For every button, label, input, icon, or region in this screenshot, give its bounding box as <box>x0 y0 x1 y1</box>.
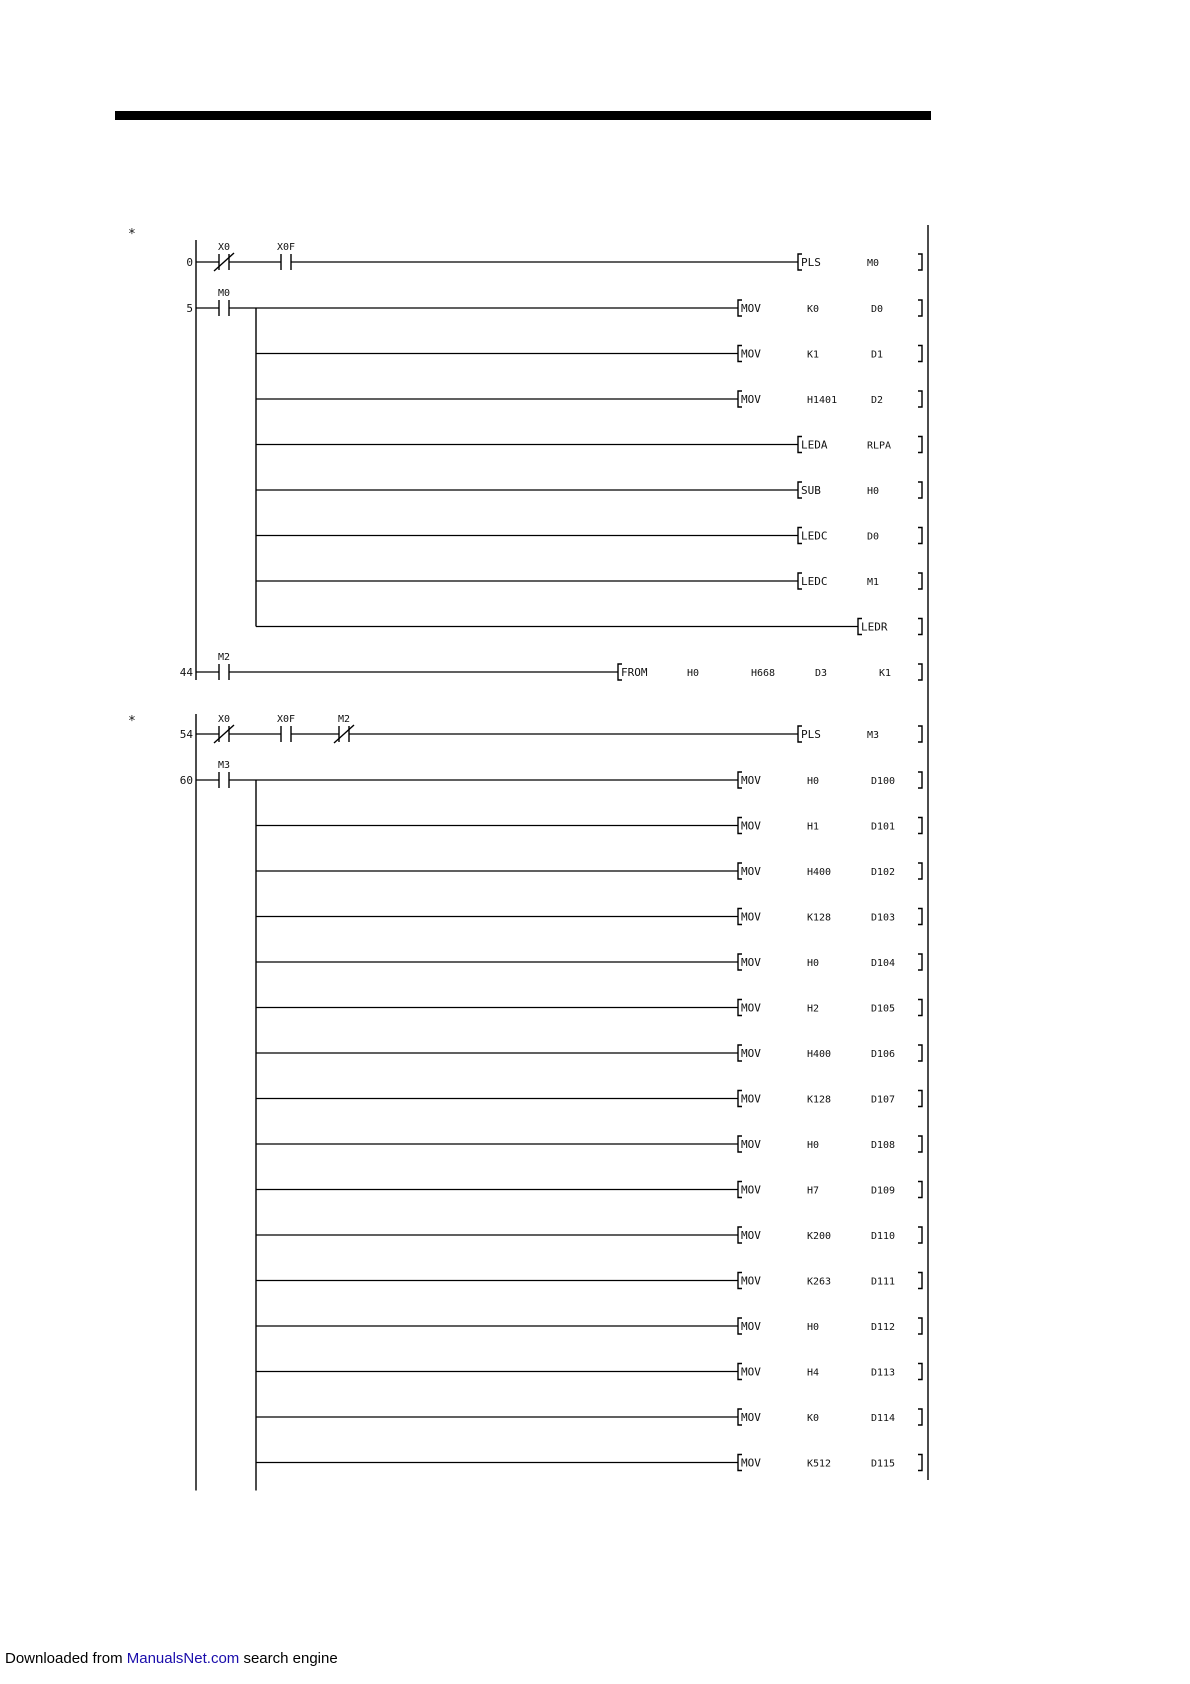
instruction-operand: D2 <box>871 395 884 406</box>
step-number: 44 <box>179 666 193 679</box>
step-number: 5 <box>186 302 193 315</box>
instruction-operand: H7 <box>807 1185 820 1197</box>
instruction-close-bracket <box>918 863 922 879</box>
step-number: 0 <box>186 256 193 269</box>
instruction-operand: D103 <box>871 912 896 924</box>
instruction-operand: K512 <box>807 1458 832 1470</box>
instruction-operand: D0 <box>871 304 884 315</box>
instruction-operand: K1 <box>879 668 892 679</box>
instruction-close-bracket <box>918 1409 922 1425</box>
instruction-close-bracket <box>918 1000 922 1016</box>
instruction-mnemonic: LEDR <box>861 620 888 634</box>
instruction-operand: H0 <box>807 958 820 969</box>
footer-suffix: search engine <box>239 1650 338 1667</box>
instruction-operand: H1 <box>807 821 820 833</box>
instruction-close-bracket <box>918 573 922 589</box>
header-rule <box>115 111 931 120</box>
instruction-operand: H668 <box>751 668 776 679</box>
contact-label: M0 <box>217 288 231 299</box>
instruction-mnemonic: MOV <box>741 774 761 787</box>
instruction-operand: D0 <box>867 531 880 543</box>
instruction-close-bracket <box>918 772 922 788</box>
instruction-operand: K0 <box>807 304 820 315</box>
instruction-operand: K263 <box>807 1276 832 1288</box>
instruction-mnemonic: MOV <box>741 910 761 924</box>
instruction-operand: D112 <box>871 1322 896 1333</box>
instruction-close-bracket <box>918 1318 922 1334</box>
instruction-close-bracket <box>918 254 922 270</box>
instruction-operand: H0 <box>807 776 820 787</box>
instruction-close-bracket <box>918 1091 922 1107</box>
instruction-close-bracket <box>918 1227 922 1243</box>
instruction-close-bracket <box>918 818 922 834</box>
instruction-operand: D108 <box>871 1140 896 1151</box>
instruction-close-bracket <box>918 346 922 362</box>
instruction-close-bracket <box>918 300 922 316</box>
instruction-operand: D100 <box>871 776 896 787</box>
instruction-mnemonic: MOV <box>741 1047 761 1060</box>
instruction-operand: M3 <box>867 730 880 741</box>
instruction-operand: H0 <box>807 1140 820 1151</box>
instruction-mnemonic: MOV <box>741 1001 761 1015</box>
instruction-operand: RLPA <box>867 440 892 452</box>
instruction-operand: H1401 <box>807 395 838 406</box>
contact-label: X0 <box>217 714 231 725</box>
instruction-operand: M0 <box>867 258 880 269</box>
instruction-operand: H0 <box>687 668 700 679</box>
instruction-mnemonic: MOV <box>741 1092 761 1106</box>
instruction-mnemonic: LEDA <box>801 438 828 452</box>
instruction-operand: D114 <box>871 1413 896 1424</box>
instruction-close-bracket <box>918 1045 922 1061</box>
instruction-mnemonic: MOV <box>741 1183 761 1197</box>
contact-label: M2 <box>337 714 351 725</box>
instruction-operand: D110 <box>871 1231 896 1242</box>
instruction-operand: D101 <box>871 821 896 833</box>
instruction-operand: K0 <box>807 1413 820 1424</box>
instruction-operand: D111 <box>871 1276 896 1288</box>
instruction-operand: M1 <box>867 577 880 588</box>
instruction-operand: D115 <box>871 1458 896 1470</box>
instruction-operand: D104 <box>871 958 896 969</box>
comment-marker: * <box>128 227 136 242</box>
instruction-operand: D109 <box>871 1185 896 1197</box>
instruction-mnemonic: MOV <box>741 1229 761 1242</box>
footer-prefix: Downloaded from <box>5 1650 127 1667</box>
instruction-mnemonic: MOV <box>741 1274 761 1288</box>
instruction-operand: D113 <box>871 1367 896 1379</box>
instruction-operand: K1 <box>807 349 820 361</box>
instruction-mnemonic: SUB <box>801 484 821 497</box>
instruction-close-bracket <box>918 1182 922 1198</box>
instruction-mnemonic: PLS <box>801 728 821 741</box>
instruction-close-bracket <box>918 528 922 544</box>
instruction-operand: D3 <box>815 668 828 679</box>
instruction-close-bracket <box>918 726 922 742</box>
instruction-close-bracket <box>918 1364 922 1380</box>
instruction-operand: K200 <box>807 1231 832 1242</box>
instruction-operand: D1 <box>871 349 884 361</box>
instruction-mnemonic: MOV <box>741 347 761 361</box>
instruction-mnemonic: MOV <box>741 1320 761 1333</box>
footer-credit <box>5 1650 338 1667</box>
instruction-operand: D106 <box>871 1049 896 1060</box>
instruction-close-bracket <box>918 482 922 498</box>
instruction-mnemonic: LEDC <box>801 575 828 588</box>
instruction-close-bracket <box>918 391 922 407</box>
instruction-mnemonic: MOV <box>741 1138 761 1151</box>
instruction-mnemonic: MOV <box>741 865 761 878</box>
instruction-operand: D102 <box>871 867 896 878</box>
contact-label: M3 <box>217 760 231 771</box>
step-number: 54 <box>179 728 193 741</box>
instruction-close-bracket <box>918 1455 922 1471</box>
instruction-mnemonic: MOV <box>741 1456 761 1470</box>
step-number: 60 <box>179 774 193 787</box>
instruction-close-bracket <box>918 1136 922 1152</box>
contact-label: X0 <box>217 242 231 253</box>
instruction-close-bracket <box>918 619 922 635</box>
instruction-close-bracket <box>918 664 922 680</box>
instruction-operand: H0 <box>867 486 880 497</box>
instruction-close-bracket <box>918 437 922 453</box>
instruction-operand: H2 <box>807 1003 820 1015</box>
instruction-operand: K128 <box>807 1094 832 1106</box>
instruction-operand: H0 <box>807 1322 820 1333</box>
instruction-mnemonic: PLS <box>801 256 821 269</box>
instruction-operand: H4 <box>807 1367 820 1379</box>
instruction-mnemonic: FROM <box>621 666 648 679</box>
instruction-mnemonic: MOV <box>741 1411 761 1424</box>
instruction-mnemonic: MOV <box>741 393 761 406</box>
instruction-operand: H400 <box>807 1049 832 1060</box>
comment-marker: * <box>128 714 136 729</box>
instruction-close-bracket <box>918 954 922 970</box>
instruction-mnemonic: MOV <box>741 819 761 833</box>
contact-label: X0F <box>276 242 296 253</box>
instruction-mnemonic: MOV <box>741 1365 761 1379</box>
instruction-mnemonic: MOV <box>741 302 761 315</box>
contact-label: M2 <box>217 652 231 663</box>
instruction-close-bracket <box>918 909 922 925</box>
instruction-operand: H400 <box>807 867 832 878</box>
instruction-close-bracket <box>918 1273 922 1289</box>
instruction-operand: K128 <box>807 912 832 924</box>
manualsnet-link[interactable]: ManualsNet.com <box>126 1650 240 1667</box>
instruction-mnemonic: LEDC <box>801 529 828 543</box>
contact-label: X0F <box>276 714 296 725</box>
instruction-operand: D105 <box>871 1003 896 1015</box>
instruction-operand: D107 <box>871 1094 896 1106</box>
instruction-mnemonic: MOV <box>741 956 761 969</box>
